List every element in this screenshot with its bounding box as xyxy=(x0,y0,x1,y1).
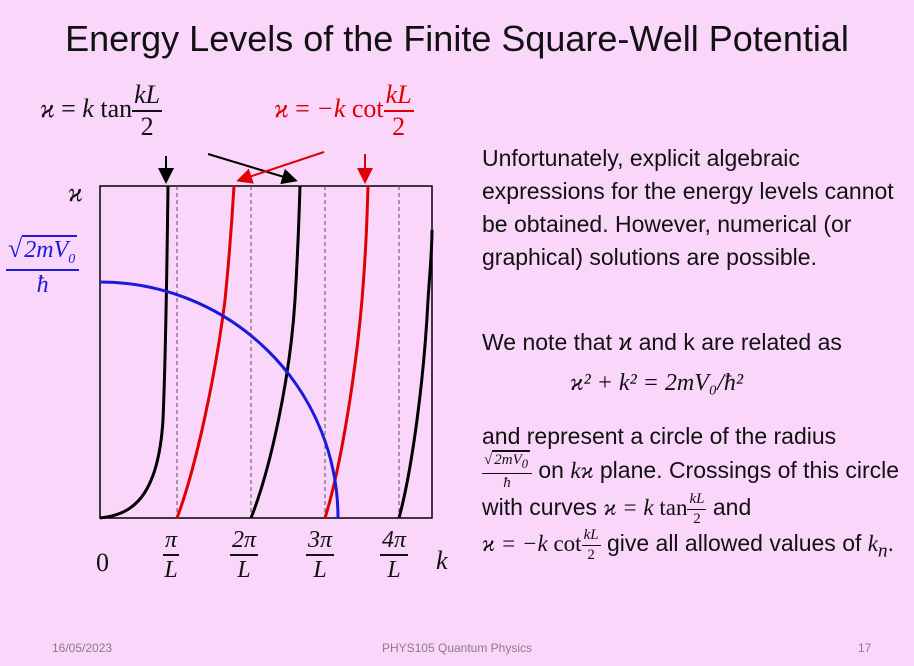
x-tick-4pi: $\frac{4\pi}{L}$ xyxy=(381,527,407,583)
footer-date: 16/05/2023 xyxy=(52,641,113,655)
x-tick-3pi: $\frac{3\pi}{L}$ xyxy=(307,527,333,583)
circle-arc xyxy=(100,282,338,518)
x-axis-label: k xyxy=(436,546,448,575)
explanation-paragraph-1: Unfortunately, explicit algebraic expressions for the energy levels cannot be obtained. However, numerical (or graphical) solutions are possible. xyxy=(482,145,894,270)
x-tick-2pi: $\frac{2\pi}{L}$ xyxy=(231,527,257,583)
cot-curve-label: ϰ = −k cot $\frac{kL}{2}$ xyxy=(274,80,412,141)
circle-equation: ϰ² + k² = 2mV₀/ħ² xyxy=(570,370,744,396)
cot-curve-1 xyxy=(177,186,234,518)
tan-curve-3 xyxy=(399,230,432,518)
footer-page-number: 17 xyxy=(858,641,872,655)
y-axis-label: ϰ xyxy=(68,178,83,207)
slide-title: Energy Levels of the Finite Square-Well Potential xyxy=(65,18,849,59)
tan-curve-label: ϰ = k tan $\frac{kL}{2}$ xyxy=(40,80,161,141)
footer-course: PHYS105 Quantum Physics xyxy=(381,641,533,655)
x-tick-pi: $\frac{\pi}{L}$ xyxy=(164,527,178,583)
circle-radius-label: $\frac{√2mV_0}{ħ}$ xyxy=(6,236,79,297)
explanation-paragraph-2: We note that ϰ and k are related as xyxy=(482,329,842,355)
explanation-paragraph-3: and represent a circle of the radius $\frac{√ 2mV_0}{ħ}$ on kϰ plane. Crossings of this circle with curves ϰ = k tan $\frac{kL}{2}$ and ϰ = −k cot $\frac{kL}{2}$ give all allowed values of $k_n$. xyxy=(482,423,900,563)
origin-label: 0 xyxy=(96,548,109,577)
tan-curve-2 xyxy=(251,186,300,518)
tan-curve-1 xyxy=(100,186,168,518)
